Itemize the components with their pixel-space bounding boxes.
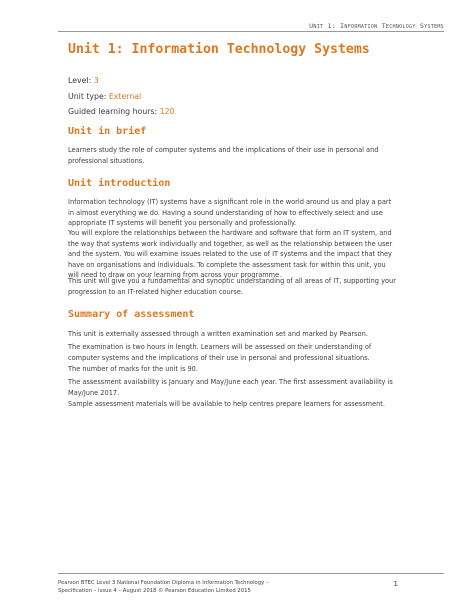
footer-divider [58, 573, 444, 574]
footer-line-1: Pearson BTEC Level 3 National Foundation Diploma in Information Technology – [58, 580, 269, 586]
unit-in-brief-heading: Unit in brief [68, 126, 147, 137]
assessment-paragraph-1: This unit is externally assessed through a written examination set and marked by Pearson. [68, 330, 368, 338]
assessment-paragraph-4: The assessment availability is January and May/June each year. The first assessment availability is May/June 2017. [68, 378, 393, 397]
brief-paragraph: Learners study the role of computer systems and the implications of their use in personal and professional situations. [68, 146, 379, 165]
level-value: 3 [93, 76, 99, 85]
intro-paragraph-3: This unit will give you a fundamental and synoptic understanding of all areas of IT, supporting your progression to an IT-related higher education course. [68, 277, 396, 296]
summary-of-assessment-heading: Summary of assessment [68, 309, 195, 320]
intro-paragraph-2: You will explore the relationships between the hardware and software that form an IT system, and the way that systems work individually and together, as well as the relationship between the user and the system. You will examine issues related to the use of IT systems and the impact that they have on organisations and individuals. To complete the assessment task for within this unit, you will need to draw on your learning from across your programme. [68, 229, 393, 280]
assessment-paragraph-2: The examination is two hours in length. Learners will be assessed on their understanding of computer systems and the implications of their use in personal and professional situations. [68, 343, 372, 362]
unit-type-value: External [108, 91, 142, 101]
guided-hours-row [68, 104, 175, 120]
footer-text [58, 579, 358, 595]
header-divider [58, 31, 444, 32]
level-label: Level: [68, 76, 94, 85]
guided-hours-label: Guided learning hours: [68, 107, 160, 116]
unit-type-label: Unit type: [68, 91, 109, 101]
assessment-paragraph-5: Sample assessment materials will be available to help centres prepare learners for assessment. [68, 400, 385, 408]
running-header: Unit 1: Information Technology Systems [309, 22, 444, 30]
intro-paragraph-1: Information technology (IT) systems have a significant role in the world around us and play a part in almost everything we do. Having a sound understanding of how to effectively select and use appropriate IT systems will benefit you personally and professionally. [68, 198, 392, 228]
footer-line-2: Specification – Issue 4 – August 2018 © Pearson Education Limited 2015 [58, 588, 251, 594]
unit-introduction-heading: Unit introduction [68, 178, 171, 189]
unit-title: Unit 1: Information Technology Systems [68, 42, 370, 57]
level-row [68, 73, 175, 89]
unit-meta [68, 73, 175, 120]
assessment-paragraph-3: The number of marks for the unit is 90. [68, 365, 198, 373]
unit-type-row [68, 89, 175, 105]
page-number: 1 [393, 580, 398, 588]
guided-hours-value: 120 [159, 107, 175, 116]
